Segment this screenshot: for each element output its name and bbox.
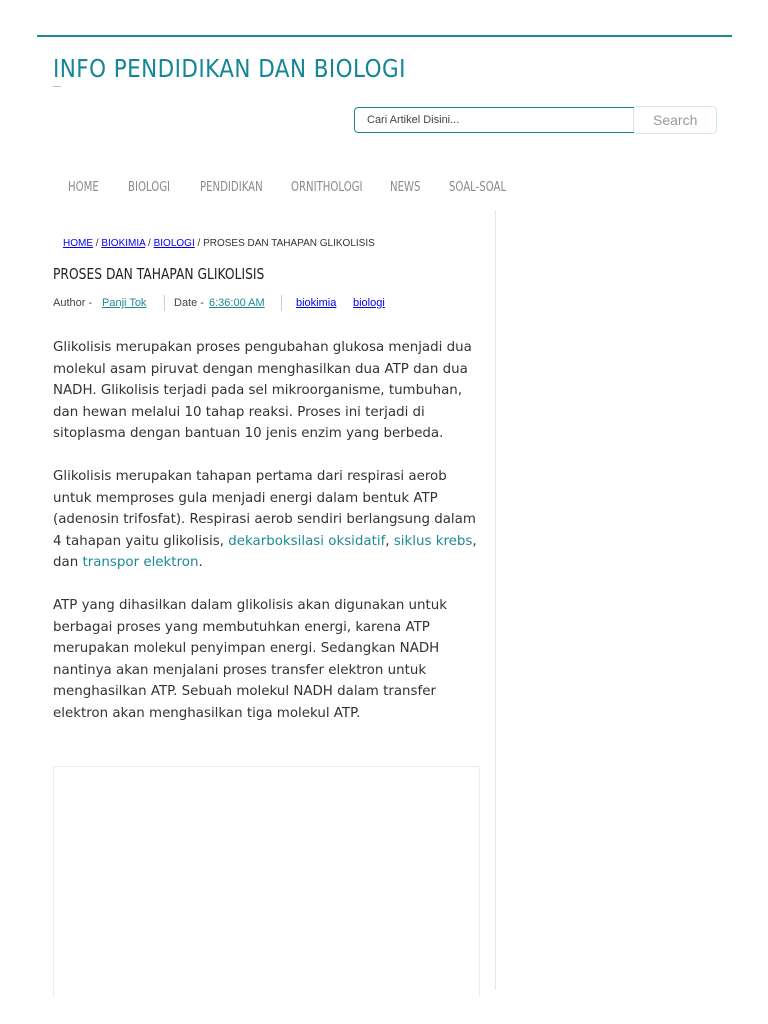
paragraph-text: .: [198, 555, 203, 570]
sidebar-divider: [495, 210, 496, 990]
paragraph: Glikolisis merupakan proses pengubahan glukosa menjadi dua molekul asam piruvat dengan menghasilkan dua ATP dan dua NADH. Glikolisis terjadi pada sel mikroorganisme, tumbuhan, dan hewan melalui 10 tahap reaksi. Proses ini terjadi di sitoplasma dengan bantuan 10 jenis enzim yang berbeda.: [53, 340, 472, 441]
author-label: Author -: [53, 297, 93, 309]
breadcrumb-separator: /: [93, 238, 102, 249]
date-link[interactable]: 6:36:00 AM: [209, 297, 265, 309]
breadcrumb-separator: /: [145, 238, 154, 249]
nav-item-news[interactable]: NEWS: [390, 180, 421, 195]
search-button[interactable]: Search: [633, 106, 717, 134]
nav-item-biologi[interactable]: BIOLOGI: [128, 180, 171, 195]
meta-divider: [281, 295, 282, 311]
paragraph-text: Glikolisis merupakan tahapan pertama dari respirasi aerob untuk memproses gula menjadi energi dalam bentuk ATP (adenosin trifosfat). Respirasi aerob sendiri berlangsung dalam 4 tahapan yaitu glikolisis,: [53, 469, 476, 549]
paragraph: ATP yang dihasilkan dalam glikolisis akan digunakan untuk berbagai proses yang membutuhkan energi, karena ATP merupakan molekul penyimpan energi. Sedangkan NADH nantinya akan menjalani proses transfer elektron untuk menghasilkan ATP. Sebuah molekul NADH dalam transfer elektron akan menghasilkan tiga molekul ATP.: [53, 598, 448, 721]
breadcrumb: [63, 238, 375, 249]
paragraph: [53, 466, 483, 574]
link-siklus-krebs[interactable]: siklus krebs: [393, 533, 473, 549]
header-top-rule: [37, 35, 732, 37]
date-label: Date -: [174, 297, 204, 309]
paragraph-text: ,: [385, 533, 394, 549]
site-title[interactable]: INFO PENDIDIKAN DAN BIOLOGI: [53, 54, 406, 83]
author-link[interactable]: Panji Tok: [102, 297, 147, 309]
nav-item-home[interactable]: HOME: [68, 180, 99, 195]
ad-placeholder: [53, 766, 480, 996]
article-body: [53, 337, 483, 746]
nav-item-ornithologi[interactable]: ORNITHOLOGI: [291, 180, 363, 195]
breadcrumb-biologi[interactable]: BIOLOGI: [153, 238, 195, 249]
search-form: [354, 106, 717, 134]
nav-item-pendidikan[interactable]: PENDIDIKAN: [200, 180, 263, 195]
link-dekarboksilasi-oksidatif[interactable]: dekarboksilasi oksidatif: [228, 533, 386, 549]
breadcrumb-current: PROSES DAN TAHAPAN GLIKOLISIS: [203, 238, 375, 249]
paragraph-text: , dan: [53, 533, 477, 570]
label-biokimia[interactable]: biokimia: [296, 297, 337, 309]
label-biologi[interactable]: biologi: [353, 297, 385, 309]
breadcrumb-separator: /: [194, 238, 204, 249]
meta-divider: [164, 295, 165, 311]
breadcrumb-biokimia[interactable]: BIOKIMIA: [101, 238, 146, 249]
title-divider: [53, 86, 61, 87]
nav-item-soal-soal[interactable]: SOAL-SOAL: [449, 180, 507, 195]
breadcrumb-home[interactable]: HOME: [63, 238, 93, 249]
search-input[interactable]: [354, 107, 636, 133]
link-transpor-elektron[interactable]: transpor elektron: [82, 555, 199, 570]
post-title: PROSES DAN TAHAPAN GLIKOLISIS: [53, 265, 265, 283]
